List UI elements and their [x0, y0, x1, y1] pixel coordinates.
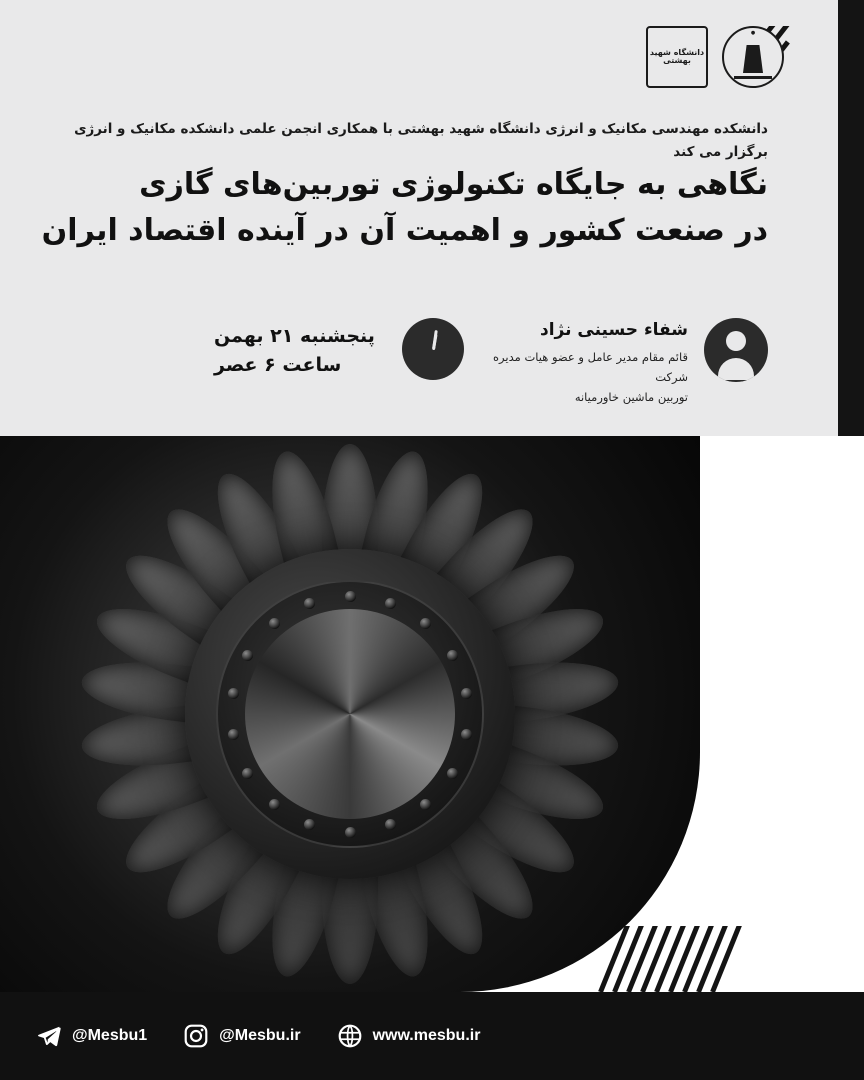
turbine-hub-bolt	[447, 650, 458, 661]
social-website-label: www.mesbu.ir	[372, 1027, 481, 1044]
gas-turbine-fan-photo	[0, 436, 700, 992]
logo-shahid-beheshti-university	[646, 26, 708, 88]
cooling-tower-icon	[743, 45, 763, 73]
speaker-role-line-2: توربین ماشین خاورمیانه	[574, 390, 688, 405]
clock-icon	[402, 318, 464, 380]
turbine-hub-bolt	[269, 618, 280, 629]
event-date: پنجشنبه ۲۱ بهمن	[214, 325, 375, 347]
speaker-block	[478, 318, 768, 407]
social-website[interactable]	[337, 1023, 481, 1049]
turbine-hub-bolt	[461, 688, 472, 699]
turbine-hub-bolt	[304, 598, 315, 609]
turbine-hub-inner	[245, 609, 455, 819]
clock-face	[402, 318, 464, 380]
telegram-icon	[36, 1023, 62, 1049]
avatar-head	[726, 331, 746, 351]
turbine-hub-bolt	[461, 729, 472, 740]
social-instagram-label: @Mesbu.ir	[219, 1027, 301, 1044]
clock-hour-hand	[432, 334, 438, 349]
speaker-text	[478, 318, 688, 407]
speaker-role-line-1: قائم مقام مدیر عامل و عضو هیات مدیره شرکت	[493, 350, 688, 385]
logo-sbu-caption: دانشگاه شهید بهشتی	[649, 47, 705, 65]
bottom-diagonal-decoration	[588, 926, 768, 992]
turbine-hub-bolt	[242, 650, 253, 661]
header-right-strip	[838, 0, 864, 436]
turbine-hub-bolt	[269, 799, 280, 810]
avatar-body	[718, 358, 754, 380]
title-line-2: در صنعت کشور و اهمیت آن در آینده اقتصاد ایران	[41, 212, 768, 248]
event-datetime	[214, 322, 384, 381]
social-telegram[interactable]	[36, 1023, 147, 1049]
turbine-hub-bolt	[447, 768, 458, 779]
turbine-hub-bolt	[345, 591, 356, 602]
turbine-hub-bolt	[345, 827, 356, 838]
logo-faculty-caption: ●	[750, 30, 756, 36]
organizer-line: دانشکده مهندسی مکانیک و انرژی دانشگاه شهید بهشتی با همکاری انجمن علمی دانشکده مکانیک و انرژی برگزار می کند	[74, 121, 768, 160]
social-instagram[interactable]	[183, 1023, 300, 1049]
logo-faculty-mechanical-energy	[722, 26, 784, 88]
turbine-hub-bolt	[385, 598, 396, 609]
social-telegram-label: @Mesbu1	[72, 1027, 148, 1044]
turbine-hub-bolt	[242, 768, 253, 779]
instagram-icon	[183, 1023, 209, 1049]
speaker-name: شفاء حسینی نژاد	[539, 320, 688, 340]
logos-group	[646, 26, 784, 88]
title-line-1: نگاهی به جایگاه تکنولوژی توربین‌های گازی	[139, 167, 768, 202]
globe-icon	[337, 1023, 363, 1049]
footer-social-links	[0, 992, 864, 1080]
page-title	[41, 162, 768, 253]
header-band	[0, 0, 864, 436]
logo-base-bar	[734, 76, 772, 79]
user-avatar-icon	[704, 318, 768, 382]
event-time: ساعت ۶ عصر	[214, 354, 342, 377]
